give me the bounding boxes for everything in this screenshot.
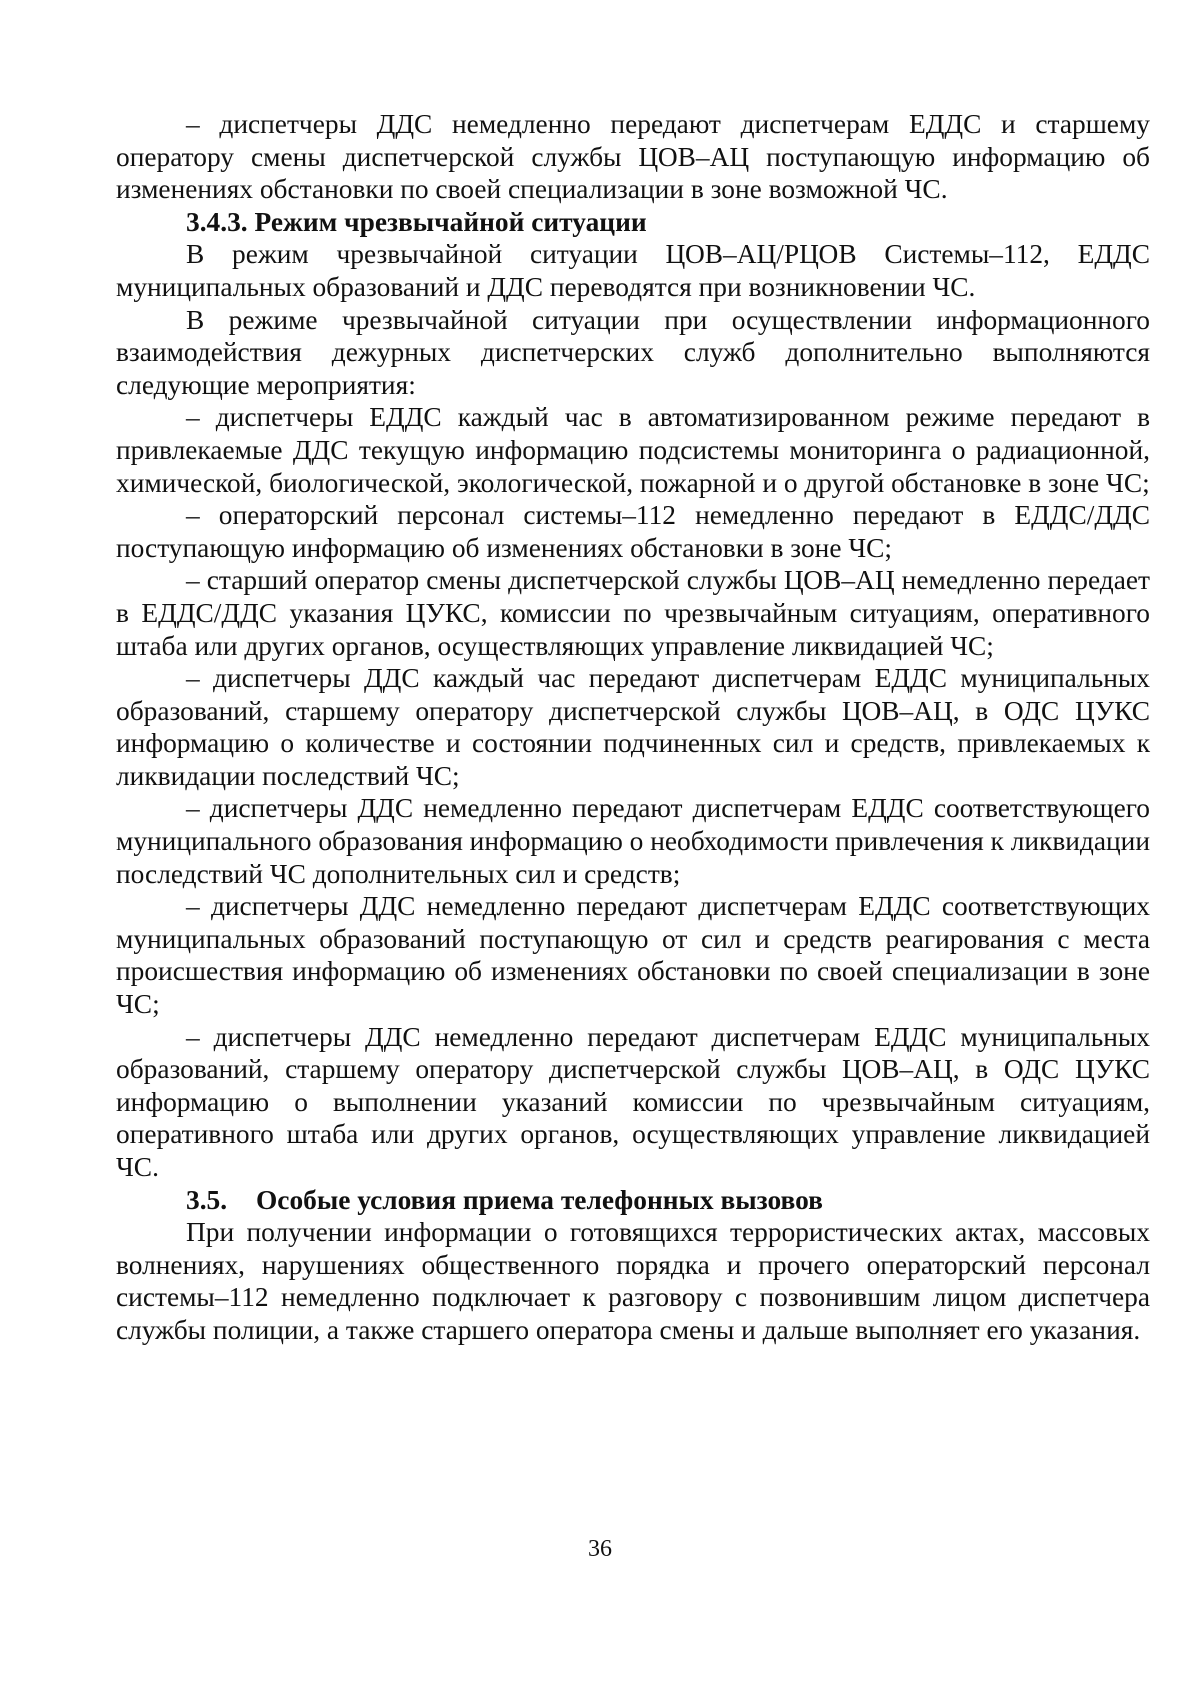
paragraph: В режиме чрезвычайной ситуации при осуществлении информационного взаимодействия дежурных диспетчерских служб дополнительно выполняются следующие мероприятия:: [116, 304, 1150, 400]
section-heading-3-5: [116, 1184, 1150, 1217]
section-number: 3.5.: [186, 1184, 228, 1215]
list-item: – диспетчеры ДДС немедленно передают диспетчерам ЕДДС соответствующего муниципального образования информацию о необходимости привлечения к ликвидации последствий ЧС дополнительных сил и средств;: [116, 793, 1150, 889]
page-number: 36: [588, 1536, 612, 1562]
section-title: Особые условия приема телефонных вызовов: [256, 1184, 823, 1215]
list-item: – операторский персонал системы–112 немедленно передают в ЕДДС/ДДС поступающую информацию об изменениях обстановки в зоне ЧС;: [116, 500, 1150, 563]
section-title: Режим чрезвычайной ситуации: [254, 206, 647, 237]
list-item: – диспетчеры ДДС каждый час передают диспетчерам ЕДДС муниципальных образований, старшему оператору диспетчерской службы ЦОВ–АЦ, в ОДС ЦУКС информацию о количестве и состоянии подчиненных сил и средств, привлекаемых к ликвидации последствий ЧС;: [116, 663, 1150, 791]
paragraph: – диспетчеры ДДС немедленно передают диспетчерам ЕДДС и старшему оператору смены диспетчерской службы ЦОВ–АЦ поступающую информацию об изменениях обстановки по своей специализации в зоне возможной ЧС.: [116, 109, 1150, 205]
section-heading-3-4-3: [116, 206, 1150, 239]
section-number: 3.4.3.: [186, 206, 248, 237]
list-item: – диспетчеры ЕДДС каждый час в автоматизированном режиме передают в привлекаемые ДДС текущую информацию подсистемы мониторинга о радиационной, химической, биологической, экологической, пожарной и о другой обстановке в зоне ЧС;: [116, 402, 1150, 498]
list-item: – старший оператор смены диспетчерской службы ЦОВ–АЦ немедленно передает в ЕДДС/ДДС указания ЦУКС, комиссии по чрезвычайным ситуациям, оперативного штаба или других органов, осуществляющих управление ликвидацией ЧС;: [116, 565, 1150, 661]
document-page: [116, 108, 1150, 1347]
list-item: – диспетчеры ДДС немедленно передают диспетчерам ЕДДС муниципальных образований, старшему оператору диспетчерской службы ЦОВ–АЦ, в ОДС ЦУКС информацию о выполнении указаний комиссии по чрезвычайным ситуациям, оперативного штаба или других органов, осуществляющих управление ликвидацией ЧС.: [116, 1021, 1150, 1182]
paragraph: В режим чрезвычайной ситуации ЦОВ–АЦ/РЦОВ Системы–112, ЕДДС муниципальных образований и ДДС переводятся при возникновении ЧС.: [116, 239, 1150, 302]
paragraph: При получении информации о готовящихся террористических актах, массовых волнениях, нарушениях общественного порядка и прочего операторский персонал системы–112 немедленно подключает к разговору с позвонившим лицом диспетчера службы полиции, а также старшего оператора смены и дальше выполняет его указания.: [116, 1217, 1150, 1345]
list-item: – диспетчеры ДДС немедленно передают диспетчерам ЕДДС соответствующих муниципальных образований поступающую от сил и средств реагирования с места происшествия информацию об изменениях обстановки по своей специализации в зоне ЧС;: [116, 891, 1150, 1020]
